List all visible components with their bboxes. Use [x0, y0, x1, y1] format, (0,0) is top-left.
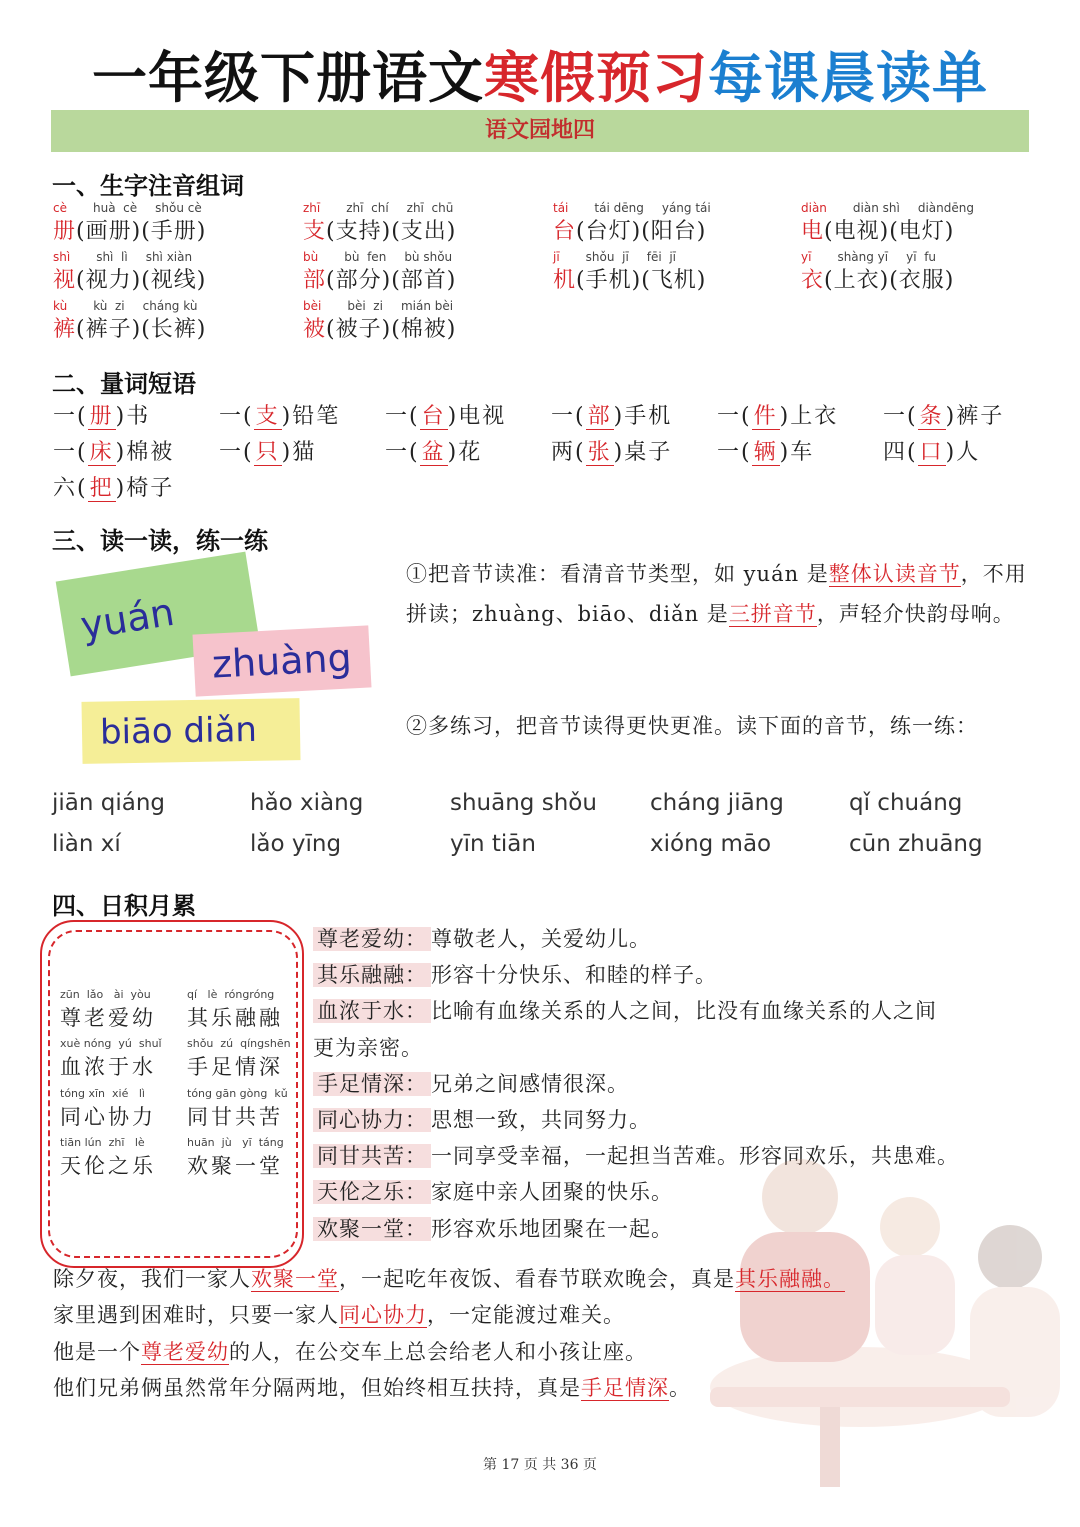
character-entry: [303, 250, 456, 296]
character-pinyin: jī shǒu jī fēi jī: [553, 250, 677, 264]
character-entry: [53, 250, 206, 296]
idiom-item: xuè nóng yú shuǐ 血浓于水: [60, 1037, 162, 1079]
measure-phrase: 一(册)书: [53, 404, 151, 429]
character-entry: [303, 299, 456, 345]
title-part-3: 每课晨读单: [708, 46, 989, 110]
character-pinyin: zhī zhī chí zhī chū: [303, 201, 454, 215]
character-entry: [53, 299, 206, 345]
character-pinyin: tái tái dēng yáng tái: [553, 201, 711, 215]
page-title: [0, 34, 1080, 113]
family-dinner-illustration: [650, 1157, 1080, 1487]
idiom-item: tiān lún zhī lè 天伦之乐: [60, 1136, 156, 1178]
measure-phrase: 一(床)棉被: [53, 440, 175, 465]
drill-syllable: qǐ chuáng: [849, 790, 963, 816]
lesson-banner: 语文园地四: [51, 110, 1029, 152]
example-sentence: 除夕夜，我们一家人欢聚一堂，一起吃年夜饭、看春节联欢晚会，真是其乐融融。: [53, 1267, 845, 1291]
idiom-definition: 同甘共苦： 一同享受幸福，一起担当苦难。形容同欢乐，共患难。: [313, 1138, 959, 1174]
character-entry: [801, 250, 954, 296]
character-words: 裤(裤子)(长裤): [53, 317, 207, 342]
character-words: 电(电视)(电灯): [801, 219, 955, 244]
character-pinyin: kù kù zi cháng kù: [53, 299, 198, 313]
pinyin-card-yuan: yuán: [56, 552, 261, 677]
character-pinyin: yī shàng yī yī fu: [801, 250, 937, 264]
character-entry: [53, 201, 206, 247]
measure-phrase: 一(辆)车: [717, 440, 815, 465]
example-sentence: 他是一个尊老爱幼的人，在公交车上总会给老人和小孩让座。: [53, 1339, 647, 1364]
section-3-heading: 三、读一读，练一练: [52, 527, 268, 555]
idiom-item: zūn lǎo ài yòu 尊老爱幼: [60, 988, 156, 1030]
measure-phrase: 六(把)椅子: [53, 476, 175, 501]
section-1-heading: 一、生字注音组词: [52, 172, 244, 200]
drill-syllable: xióng māo: [650, 831, 772, 857]
measure-phrase: 一(支)铅笔: [219, 404, 341, 429]
section-4-heading: 四、日积月累: [52, 892, 196, 920]
pinyin-card-zhuang: zhuàng: [192, 625, 371, 696]
measure-phrase: 一(只)猫: [219, 440, 317, 465]
character-entry: [801, 201, 974, 247]
reading-tip-1: ①把音节读准：看清音节类型，如 yuán 是整体认读音节，不用拼读；zhuàng、biāo、diǎn 是三拼音节，声轻介快韵母响。: [406, 562, 1027, 626]
character-pinyin: bèi bèi zi mián bèi: [303, 299, 454, 313]
example-sentence: 他们兄弟俩虽然常年分隔两地，但始终相互扶持，真是手足情深。: [53, 1376, 691, 1401]
measure-phrase: 一(台)电视: [385, 404, 507, 429]
idiom-definition: 欢聚一堂： 形容欢乐地团聚在一起。: [313, 1211, 673, 1247]
drill-syllable: yīn tiān: [450, 831, 536, 857]
idiom-definition: 其乐融融： 形容十分快乐、和睦的样子。: [313, 957, 717, 993]
idiom-item: tóng xīn xié lì 同心协力: [60, 1087, 156, 1129]
title-part-1: 一年级下册语文: [91, 46, 484, 110]
drill-syllable: jiān qiáng: [52, 790, 166, 816]
character-pinyin: cè huà cè shǒu cè: [53, 201, 202, 215]
character-words: 台(台灯)(阳台): [553, 219, 707, 244]
pinyin-card-biao-dian: biāo diǎn: [81, 698, 300, 764]
section-2-heading: 二、量词短语: [52, 370, 196, 398]
idiom-item: qí lè róngróng 其乐融融: [187, 988, 283, 1030]
idiom-definition: 更为亲密。: [313, 1035, 423, 1060]
character-entry: [553, 201, 711, 247]
idiom-item: shǒu zú qíngshēn 手足情深: [187, 1037, 291, 1079]
idiom-definition: 天伦之乐： 家庭中亲人团聚的快乐。: [313, 1174, 673, 1210]
measure-phrase: 一(件)上衣: [717, 404, 839, 429]
drill-syllable: lǎo yīng: [250, 831, 342, 857]
character-entry: [303, 201, 456, 247]
example-sentence: 家里遇到困难时，只要一家人同心协力，一定能渡过难关。: [53, 1303, 625, 1328]
character-words: 被(被子)(棉被): [303, 317, 457, 342]
character-words: 支(支持)(支出): [303, 219, 457, 244]
measure-phrase: 两(张)桌子: [551, 440, 673, 465]
character-words: 视(视力)(视线): [53, 268, 207, 293]
character-entry: [553, 250, 706, 296]
idiom-definition: 手足情深： 兄弟之间感情很深。: [313, 1066, 629, 1102]
idiom-definition: 尊老爱幼： 尊敬老人，关爱幼儿。: [313, 921, 651, 957]
idiom-item: tóng gān gòng kǔ 同甘共苦: [187, 1087, 288, 1129]
reading-tip-2: ②多练习，把音节读得更快更准。读下面的音节，练一练：: [406, 714, 978, 738]
drill-syllable: shuāng shǒu: [450, 790, 597, 816]
measure-phrase: 一(部)手机: [551, 404, 673, 429]
measure-phrase: 一(盆)花: [385, 440, 483, 465]
character-words: 册(画册)(手册): [53, 219, 207, 244]
drill-syllable: hǎo xiàng: [250, 790, 364, 816]
idiom-definition: 血浓于水： 比喻有血缘关系的人之间，比没有血缘关系的人之间: [313, 993, 937, 1029]
character-pinyin: bù bù fen bù shǒu: [303, 250, 453, 264]
character-words: 机(手机)(飞机): [553, 268, 707, 293]
character-pinyin: shì shì lì shì xiàn: [53, 250, 193, 264]
drill-syllable: liàn xí: [52, 831, 121, 857]
idiom-item: huān jù yī táng 欢聚一堂: [187, 1136, 284, 1178]
drill-syllable: cūn zhuāng: [849, 831, 983, 857]
idiom-definition: 同心协力： 思想一致，共同努力。: [313, 1102, 651, 1138]
character-words: 衣(上衣)(衣服): [801, 268, 955, 293]
page-footer: 第 17 页 共 36 页: [483, 1457, 597, 1473]
character-words: 部(部分)(部首): [303, 268, 457, 293]
measure-phrase: 一(条)裤子: [883, 404, 1005, 429]
title-part-2: 寒假预习: [484, 46, 708, 114]
measure-phrase: 四(口)人: [883, 440, 981, 465]
character-pinyin: diàn diàn shì diàndēng: [801, 201, 974, 215]
drill-syllable: cháng jiāng: [650, 790, 784, 816]
